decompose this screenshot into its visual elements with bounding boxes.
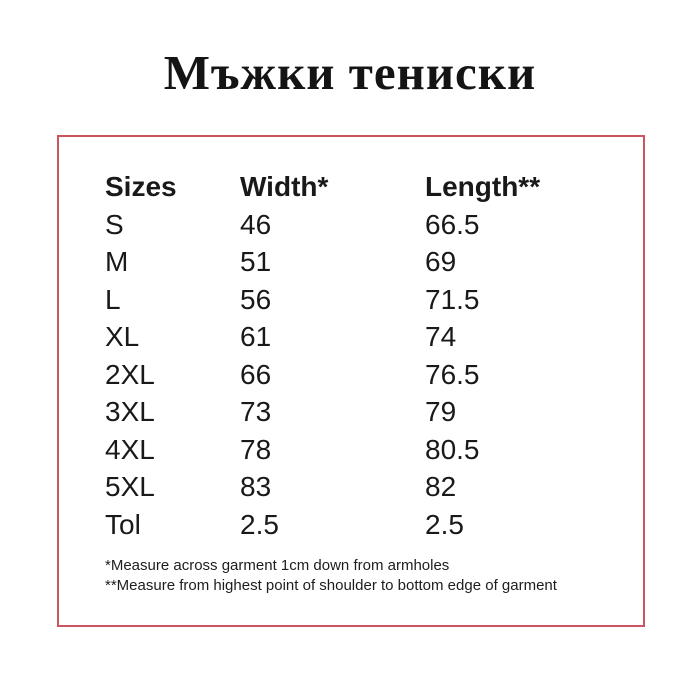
length-cell: 80.5	[425, 433, 480, 465]
width-cell: 51	[240, 246, 272, 277]
size-table-header	[105, 168, 605, 206]
table-row	[105, 431, 605, 469]
column-header-length: Length**	[425, 171, 541, 202]
size-cell: S	[105, 208, 124, 240]
column-header-sizes: Sizes	[105, 171, 177, 202]
table-row	[105, 281, 605, 319]
table-row	[105, 468, 605, 506]
table-row	[105, 318, 605, 356]
table-row	[105, 506, 605, 544]
page-title: Мъжки тениски	[163, 45, 537, 100]
length-cell: 71.5	[425, 283, 480, 315]
length-cell: 76.5	[425, 358, 480, 390]
size-cell: 5XL	[105, 471, 155, 502]
size-cell: 3XL	[105, 396, 155, 427]
width-cell: 83	[240, 471, 272, 502]
width-cell: 73	[240, 396, 272, 427]
size-cell: 4XL	[105, 433, 155, 465]
width-cell: 61	[240, 321, 272, 352]
footnote-width-measure: *Measure across garment 1cm down from armholes	[105, 557, 450, 574]
column-header-width: Width*	[240, 171, 329, 202]
table-row	[105, 243, 605, 281]
length-cell: 79	[425, 396, 457, 427]
table-row	[105, 356, 605, 394]
table-row	[105, 393, 605, 431]
size-cell: 2XL	[105, 358, 155, 390]
length-cell: 82	[425, 471, 457, 502]
width-cell: 78	[240, 433, 272, 465]
length-cell: 74	[425, 321, 457, 352]
size-chart-box	[57, 135, 645, 627]
size-cell: Tol	[105, 508, 141, 540]
length-cell: 66.5	[425, 208, 480, 240]
footnotes	[105, 556, 623, 596]
length-cell: 2.5	[425, 508, 464, 540]
header-row	[105, 168, 605, 206]
size-cell: XL	[105, 321, 140, 352]
table-row	[105, 206, 605, 244]
size-table	[105, 168, 605, 543]
width-cell: 46	[240, 208, 272, 240]
width-cell: 2.5	[240, 508, 279, 540]
width-cell: 66	[240, 358, 272, 390]
size-cell: L	[105, 283, 121, 315]
length-cell: 69	[425, 246, 457, 277]
size-cell: M	[105, 246, 129, 277]
width-cell: 56	[240, 283, 272, 315]
footnote-length-measure: **Measure from highest point of shoulder to bottom edge of garment	[105, 577, 557, 594]
size-table-body	[105, 206, 605, 544]
